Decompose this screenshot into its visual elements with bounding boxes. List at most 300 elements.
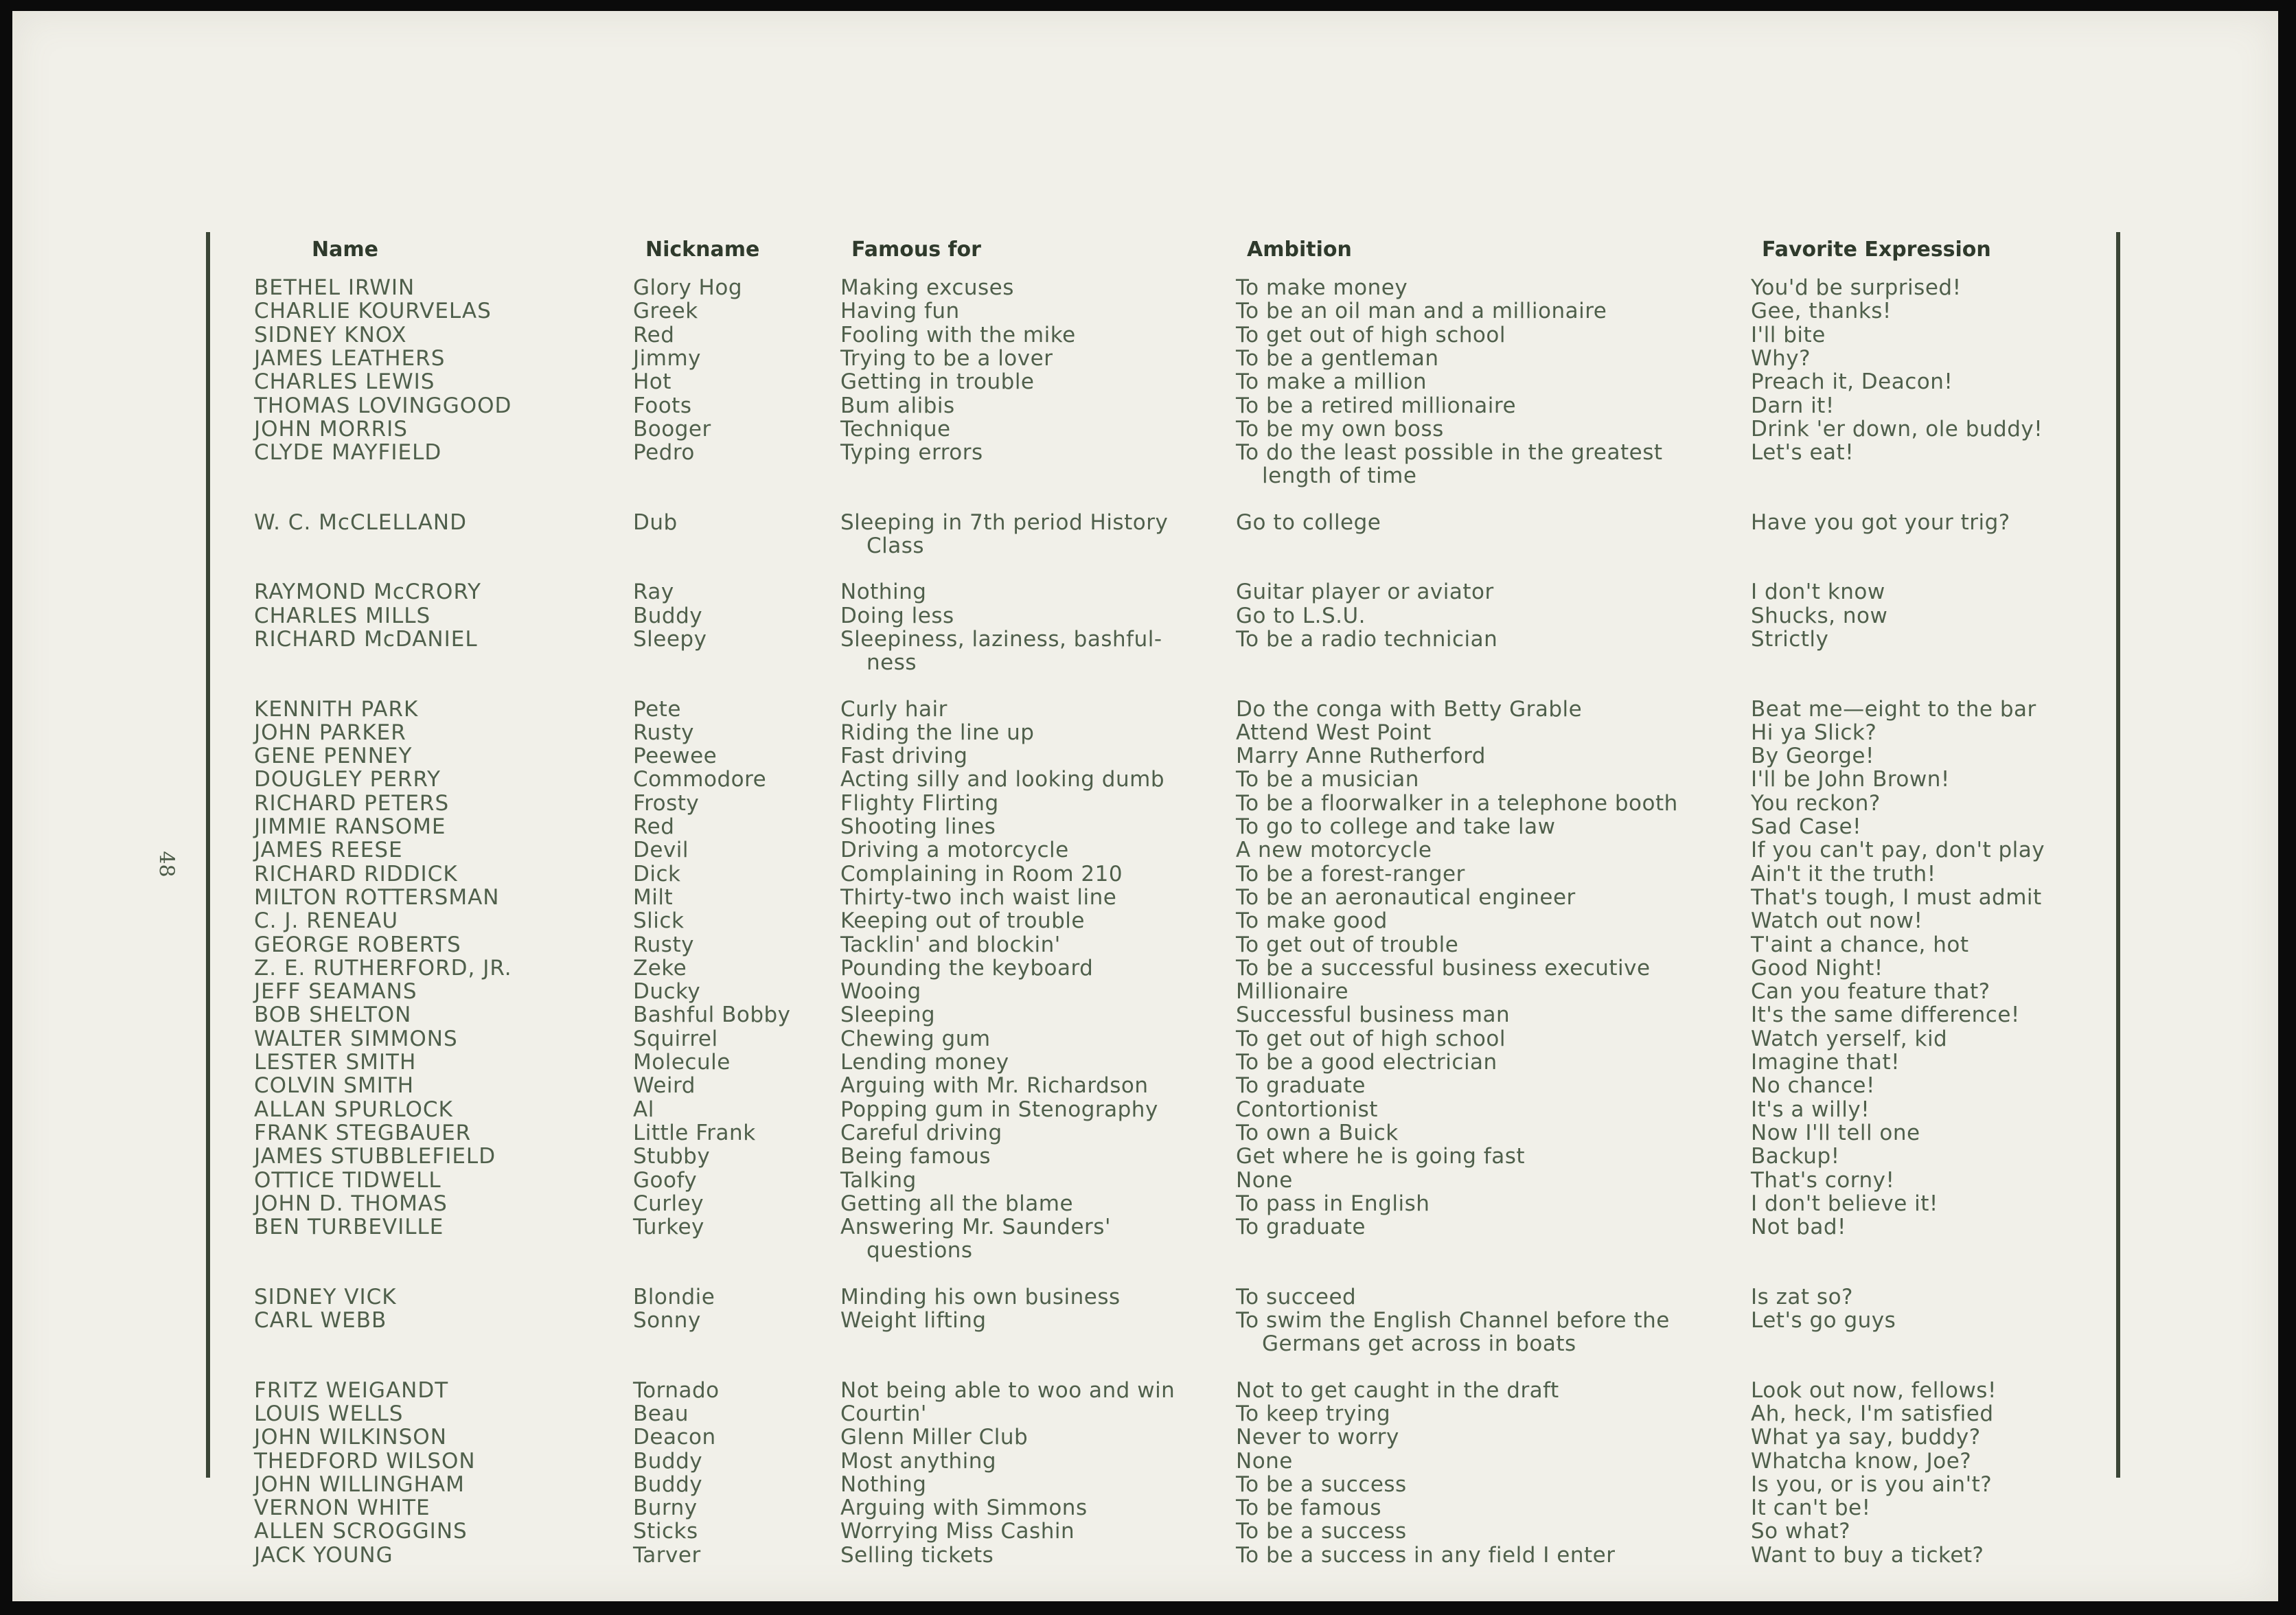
ambition-line: To be an aeronautical engineer [1236,884,1576,910]
student-ambition [1236,815,1717,838]
student-famous-for [840,1473,1204,1496]
ambition-line: None [1236,1448,1293,1474]
student-name: JOHN PARKER [254,720,406,745]
student-famous-for [840,1215,1204,1263]
student-nickname: Greek [633,299,698,324]
student-famous-for [840,1169,1204,1192]
student-nickname: Foots [633,393,692,418]
student-favorite-expression: Why? [1751,345,1811,371]
ambition-line: To be a gentleman [1236,345,1439,371]
student-name: MILTON ROTTERSMAN [254,884,500,910]
student-famous-for [840,1450,1204,1473]
student-famous-for [840,1192,1204,1215]
student-name: C. J. RENEAU [254,908,399,934]
student-ambition [1236,370,1717,393]
student-famous-for [840,276,1204,299]
student-name: KENNITH PARK [254,696,419,722]
student-nickname: Deacon [633,1425,716,1450]
student-favorite-expression: Want to buy a ticket? [1751,1542,1984,1568]
student-name: CLYDE MAYFIELD [254,440,442,466]
student-famous-for [840,604,1204,628]
ambition-line: To make good [1236,908,1388,934]
student-famous-for [840,1285,1204,1309]
student-favorite-expression: Beat me—eight to the bar [1751,696,2036,722]
student-famous-for [840,370,1204,393]
yearbook-page [12,11,2278,1601]
student-favorite-expression: Hi ya Slick? [1751,720,1877,745]
student-ambition [1236,744,1717,768]
student-name: ALLAN SPURLOCK [254,1097,453,1122]
ambition-line: To graduate [1236,1073,1366,1099]
ambition-line: Never to worry [1236,1425,1399,1450]
student-nickname: Sonny [633,1308,701,1333]
student-name: JAMES REESE [254,838,403,863]
student-ambition [1236,721,1717,744]
ambition-line: None [1236,1167,1293,1193]
student-name: DOUGLEY PERRY [254,767,441,792]
student-name: BOB SHELTON [254,1003,412,1028]
student-nickname: Milt [633,884,674,910]
student-ambition [1236,580,1717,604]
student-name: LESTER SMITH [254,1050,417,1075]
famous-for-line: questions [866,1238,973,1263]
ambition-line: To graduate [1236,1215,1366,1240]
ambition-line: Attend West Point [1236,720,1432,745]
student-famous-for [840,1121,1204,1145]
ambition-line: Go to college [1236,509,1381,535]
student-famous-for [840,1520,1204,1543]
student-favorite-expression: Imagine that! [1751,1050,1901,1075]
student-nickname: Buddy [633,1448,703,1474]
student-favorite-expression: T'aint a chance, hot [1751,932,1969,957]
student-nickname: Frosty [633,790,700,816]
student-name: JOHN MORRIS [254,416,408,442]
student-nickname: Tornado [633,1377,720,1403]
student-name: THEDFORD WILSON [254,1448,476,1474]
student-favorite-expression: You'd be surprised! [1751,275,1962,300]
famous-for-line: Typing errors [840,440,983,466]
famous-for-line: Riding the line up [840,720,1035,745]
famous-for-line: Class [866,533,925,558]
student-ambition [1236,909,1717,932]
famous-for-line: Minding his own business [840,1284,1121,1309]
student-famous-for [840,792,1204,815]
ambition-line: To be my own boss [1236,416,1444,442]
famous-for-line: Answering Mr. Saunders' [840,1215,1111,1240]
famous-for-line: Talking [840,1167,917,1193]
student-name: JEFF SEAMANS [254,979,417,1005]
famous-for-line: Nothing [840,580,927,605]
famous-for-line: Careful driving [840,1120,1002,1145]
famous-for-line: Worrying Miss Cashin [840,1519,1075,1544]
student-famous-for [840,441,1204,464]
student-nickname: Rusty [633,932,694,957]
student-ambition [1236,1051,1717,1074]
student-name: LOUIS WELLS [254,1401,404,1426]
student-ambition [1236,1285,1717,1309]
student-favorite-expression: I'll be John Brown! [1751,767,1950,792]
student-nickname: Tarver [633,1542,701,1568]
famous-for-line: Lending money [840,1050,1009,1075]
student-nickname: Ducky [633,979,701,1005]
famous-for-line: Not being able to woo and win [840,1377,1175,1403]
ambition-line: Guitar player or aviator [1236,580,1494,605]
student-name: BETHEL IRWIN [254,275,415,300]
student-ambition [1236,299,1717,323]
student-nickname: Turkey [633,1215,704,1240]
student-favorite-expression: I'll bite [1751,322,1826,347]
student-nickname: Stubby [633,1144,711,1169]
student-nickname: Red [633,322,675,347]
student-nickname: Squirrel [633,1026,718,1051]
student-favorite-expression: Gee, thanks! [1751,299,1892,324]
famous-for-line: Chewing gum [840,1026,991,1051]
student-favorite-expression: If you can't pay, don't play [1751,838,2045,863]
student-name: CHARLIE KOURVELAS [254,299,492,324]
student-favorite-expression: Have you got your trig? [1751,509,2010,535]
famous-for-line: Keeping out of trouble [840,908,1085,934]
student-famous-for [840,1051,1204,1074]
student-ambition [1236,1098,1717,1121]
student-famous-for [840,1098,1204,1121]
ambition-line: To be a successful business executive [1236,955,1651,981]
student-name: VERNON WHITE [254,1496,430,1521]
student-nickname: Buddy [633,603,703,628]
ambition-line: To be a musician [1236,767,1419,792]
student-favorite-expression: Can you feature that? [1751,979,1990,1005]
student-name: GENE PENNEY [254,744,413,769]
student-favorite-expression: That's tough, I must admit [1751,884,2042,910]
ambition-line: A new motorcycle [1236,838,1432,863]
famous-for-line: Most anything [840,1448,997,1474]
student-nickname: Red [633,814,675,839]
student-nickname: Al [633,1097,654,1122]
student-favorite-expression: Preach it, Deacon! [1751,369,1953,395]
famous-for-line: Sleepiness, laziness, bashful- [840,626,1162,652]
student-favorite-expression: Strictly [1751,626,1829,652]
student-nickname: Curley [633,1191,704,1216]
student-ambition [1236,417,1717,441]
student-nickname: Booger [633,416,711,442]
student-name: Z. E. RUTHERFORD, JR. [254,955,512,981]
student-name: OTTICE TIDWELL [254,1167,441,1193]
famous-for-line: Selling tickets [840,1542,994,1568]
student-name: WALTER SIMMONS [254,1026,458,1051]
student-name: JIMMIE RANSOME [254,814,446,839]
ambition-line: To be a forest-ranger [1236,861,1465,886]
ambition-line: Go to L.S.U. [1236,603,1366,628]
student-nickname: Dub [633,509,678,535]
ambition-line: Marry Anne Rutherford [1236,744,1486,769]
left-double-rule [206,232,210,1478]
famous-for-line: Shooting lines [840,814,996,839]
famous-for-line: Weight lifting [840,1308,987,1333]
student-nickname: Weird [633,1073,696,1099]
student-nickname: Peewee [633,744,718,769]
student-famous-for [840,1425,1204,1449]
famous-for-line: Tacklin' and blockin' [840,932,1061,957]
famous-for-line: Doing less [840,603,954,628]
student-ambition [1236,1379,1717,1402]
header-name: Name [312,238,378,262]
student-famous-for [840,580,1204,604]
ambition-line: Millionaire [1236,979,1349,1005]
student-ambition [1236,1450,1717,1473]
student-name: FRITZ WEIGANDT [254,1377,449,1403]
student-ambition [1236,980,1717,1003]
student-ambition [1236,838,1717,862]
student-favorite-expression: Watch yerself, kid [1751,1026,1948,1051]
ambition-line: To be a good electrician [1236,1050,1497,1075]
ambition-line: To be a retired millionaire [1236,393,1517,418]
student-famous-for [840,1544,1204,1567]
student-famous-for [840,909,1204,932]
student-nickname: Goofy [633,1167,698,1193]
famous-for-line: Sleeping [840,1003,936,1028]
student-nickname: Pete [633,696,681,722]
famous-for-line: Getting all the blame [840,1191,1074,1216]
ambition-line: Contortionist [1236,1097,1378,1122]
student-ambition [1236,1192,1717,1215]
student-name: JOHN WILKINSON [254,1425,447,1450]
student-favorite-expression: Let's go guys [1751,1308,1896,1333]
student-favorite-expression: I don't know [1751,580,1885,605]
student-famous-for [840,1309,1204,1332]
student-famous-for [840,838,1204,862]
student-ambition [1236,768,1717,791]
student-famous-for [840,628,1204,675]
student-ambition [1236,1003,1717,1027]
student-famous-for [840,1074,1204,1097]
student-famous-for [840,1027,1204,1051]
student-favorite-expression: Shucks, now [1751,603,1888,628]
student-name: THOMAS LOVINGGOOD [254,393,512,418]
famous-for-line: Bum alibis [840,393,955,418]
student-nickname: Zeke [633,955,687,981]
student-favorite-expression: It can't be! [1751,1496,1871,1521]
student-favorite-expression: No chance! [1751,1073,1875,1099]
famous-for-line: Wooing [840,979,921,1005]
student-nickname: Blondie [633,1284,715,1309]
famous-for-line: Fast driving [840,744,968,769]
student-famous-for [840,698,1204,721]
student-nickname: Burny [633,1496,698,1521]
ambition-line: To be a success in any field I enter [1236,1542,1616,1568]
student-nickname: Slick [633,908,685,934]
student-famous-for [840,1145,1204,1168]
ambition-line: To go to college and take law [1236,814,1556,839]
student-name: RICHARD RIDDICK [254,861,458,886]
student-ambition [1236,1215,1717,1239]
student-name: JOHN WILLINGHAM [254,1471,465,1497]
famous-for-line: Complaining in Room 210 [840,861,1123,886]
student-ambition [1236,394,1717,417]
ambition-line: To swim the English Channel before the [1236,1308,1670,1333]
student-favorite-expression: Is zat so? [1751,1284,1853,1309]
student-ambition [1236,347,1717,370]
student-ambition [1236,1473,1717,1496]
student-famous-for [840,721,1204,744]
student-ambition [1236,862,1717,886]
famous-for-line: Arguing with Mr. Richardson [840,1073,1149,1099]
student-famous-for [840,511,1204,558]
student-ambition [1236,886,1717,909]
ambition-line: Germans get across in boats [1262,1331,1576,1357]
ambition-line: To be a radio technician [1236,626,1498,652]
student-name: CARL WEBB [254,1308,387,1333]
student-nickname: Little Frank [633,1120,756,1145]
student-favorite-expression: Watch out now! [1751,908,1923,934]
student-favorite-expression: Is you, or is you ain't? [1751,1471,1993,1497]
student-nickname: Buddy [633,1471,703,1497]
student-ambition [1236,441,1717,488]
student-ambition [1236,1520,1717,1543]
ambition-line: To be a success [1236,1519,1407,1544]
student-name: JAMES LEATHERS [254,345,446,371]
student-favorite-expression: Not bad! [1751,1215,1846,1240]
student-ambition [1236,628,1717,651]
student-nickname: Rusty [633,720,694,745]
student-ambition [1236,957,1717,980]
student-ambition [1236,1496,1717,1520]
famous-for-line: Nothing [840,1471,927,1497]
student-nickname: Bashful Bobby [633,1003,791,1028]
student-name: ALLEN SCROGGINS [254,1519,468,1544]
student-favorite-expression: Now I'll tell one [1751,1120,1920,1145]
student-name: RICHARD PETERS [254,790,450,816]
student-favorite-expression: That's corny! [1751,1167,1895,1193]
header-favorite-expression: Favorite Expression [1762,238,1991,262]
header-famous-for: Famous for [851,238,981,262]
student-famous-for [840,957,1204,980]
famous-for-line: Courtin' [840,1401,927,1426]
student-name: RAYMOND McCRORY [254,580,481,605]
famous-for-line: Arguing with Simmons [840,1496,1088,1521]
ambition-line: To own a Buick [1236,1120,1399,1145]
student-ambition [1236,323,1717,347]
student-name: JOHN D. THOMAS [254,1191,448,1216]
famous-for-line: Thirty-two inch waist line [840,884,1117,910]
student-nickname: Devil [633,838,689,863]
student-favorite-expression: Good Night! [1751,955,1883,981]
student-nickname: Sleepy [633,626,707,652]
student-famous-for [840,1003,1204,1027]
student-name: FRANK STEGBAUER [254,1120,472,1145]
ambition-line: Get where he is going fast [1236,1144,1526,1169]
ambition-line: To get out of high school [1236,1026,1506,1051]
student-ambition [1236,1027,1717,1051]
student-favorite-expression: It's a willy! [1751,1097,1870,1122]
student-famous-for [840,933,1204,957]
student-ambition [1236,1402,1717,1425]
famous-for-line: Making excuses [840,275,1014,300]
student-favorite-expression: Sad Case! [1751,814,1861,839]
ambition-line: To do the least possible in the greatest [1236,440,1663,466]
famous-for-line: Technique [840,416,951,442]
student-nickname: Dick [633,861,681,886]
student-famous-for [840,394,1204,417]
student-name: SIDNEY KNOX [254,322,407,347]
student-famous-for [840,862,1204,886]
student-famous-for [840,417,1204,441]
student-ambition [1236,1169,1717,1192]
ambition-line: To be famous [1236,1496,1381,1521]
famous-for-line: Getting in trouble [840,369,1035,395]
right-double-rule [2116,232,2120,1478]
student-favorite-expression: What ya say, buddy? [1751,1425,1981,1450]
student-name: RICHARD McDANIEL [254,626,478,652]
student-favorite-expression: It's the same difference! [1751,1003,2020,1028]
student-name: W. C. McCLELLAND [254,509,467,535]
ambition-line: To be an oil man and a millionaire [1236,299,1607,324]
student-name: JAMES STUBBLEFIELD [254,1144,496,1169]
famous-for-line: Popping gum in Stenography [840,1097,1158,1122]
student-favorite-expression: So what? [1751,1519,1851,1544]
student-favorite-expression: By George! [1751,744,1874,769]
ambition-line: To get out of trouble [1236,932,1459,957]
student-ambition [1236,1425,1717,1449]
ambition-line: To succeed [1236,1284,1357,1309]
student-famous-for [840,1402,1204,1425]
student-ambition [1236,1145,1717,1168]
student-ambition [1236,511,1717,534]
student-name: COLVIN SMITH [254,1073,415,1099]
student-favorite-expression: Ah, heck, I'm satisfied [1751,1401,1994,1426]
ambition-line: length of time [1262,463,1417,489]
student-name: CHARLES LEWIS [254,369,435,395]
header-nickname: Nickname [645,238,760,262]
student-favorite-expression: Whatcha know, Joe? [1751,1448,1972,1474]
student-famous-for [840,299,1204,323]
ambition-line: To get out of high school [1236,322,1506,347]
student-nickname: Pedro [633,440,695,466]
student-ambition [1236,276,1717,299]
student-nickname: Molecule [633,1050,731,1075]
student-nickname: Glory Hog [633,275,743,300]
student-nickname: Jimmy [633,345,701,371]
ambition-line: To be a success [1236,1471,1407,1497]
student-ambition [1236,933,1717,957]
student-famous-for [840,886,1204,909]
student-favorite-expression: Let's eat! [1751,440,1855,466]
famous-for-line: Fooling with the mike [840,322,1076,347]
ambition-line: To make a million [1236,369,1427,395]
student-ambition [1236,792,1717,815]
famous-for-line: Acting silly and looking dumb [840,767,1165,792]
student-famous-for [840,815,1204,838]
student-nickname: Beau [633,1401,689,1426]
student-favorite-expression: You reckon? [1751,790,1881,816]
student-ambition [1236,1544,1717,1567]
student-name: SIDNEY VICK [254,1284,397,1309]
student-famous-for [840,768,1204,791]
student-nickname: Hot [633,369,671,395]
student-nickname: Sticks [633,1519,698,1544]
famous-for-line: Trying to be a lover [840,345,1053,371]
student-favorite-expression: Look out now, fellows! [1751,1377,1997,1403]
famous-for-line: Flighty Flirting [840,790,999,816]
famous-for-line: Curly hair [840,696,948,722]
header-ambition: Ambition [1247,238,1352,262]
student-famous-for [840,347,1204,370]
student-famous-for [840,980,1204,1003]
famous-for-line: Driving a motorcycle [840,838,1069,863]
student-favorite-expression: Backup! [1751,1144,1840,1169]
student-favorite-expression: I don't believe it! [1751,1191,1938,1216]
student-name: BEN TURBEVILLE [254,1215,444,1240]
ambition-line: Not to get caught in the draft [1236,1377,1559,1403]
ambition-line: To keep trying [1236,1401,1391,1426]
